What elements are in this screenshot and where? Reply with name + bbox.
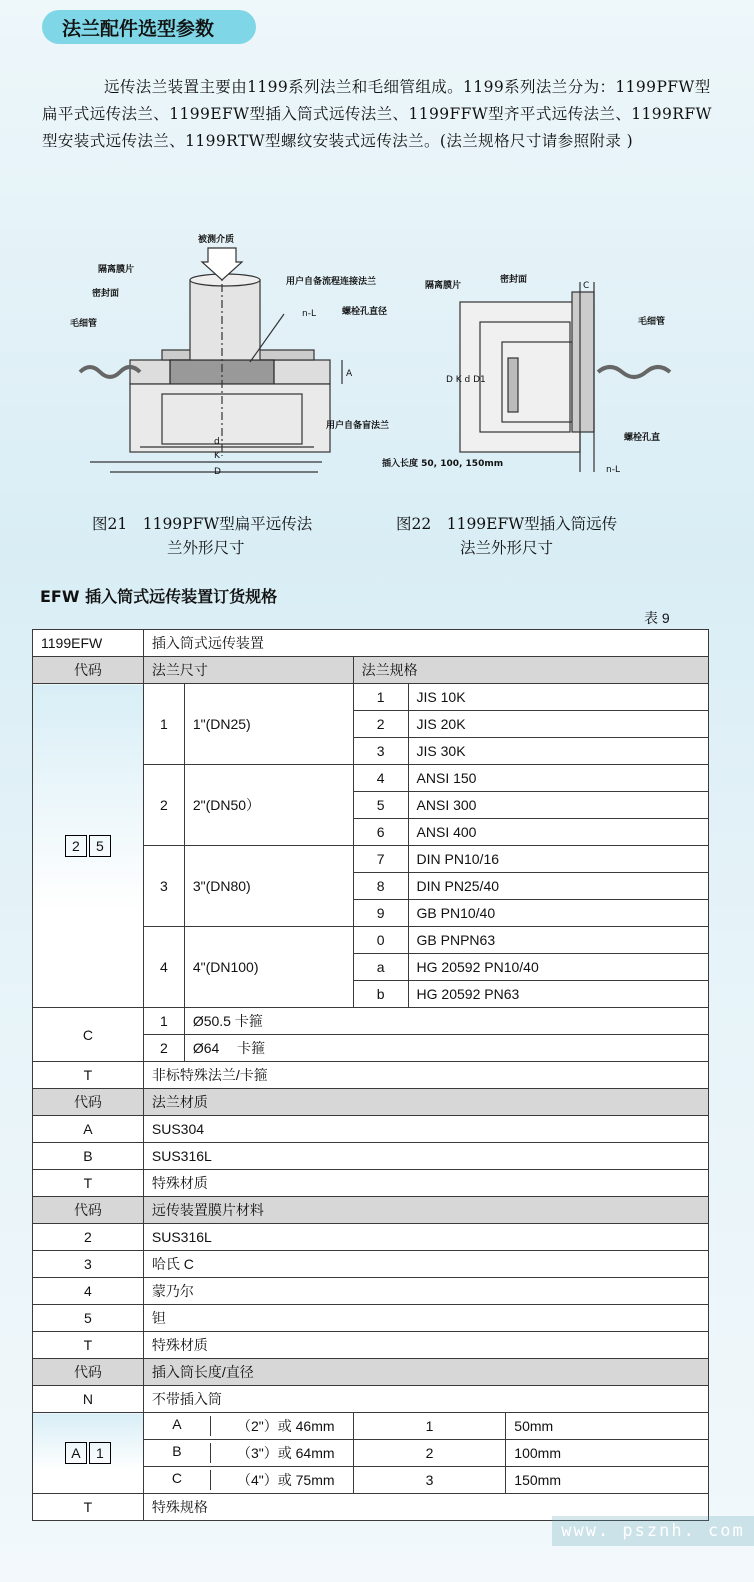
table-row: B （3"）或 64mm 2 100mm — [33, 1440, 709, 1467]
figure-22-drawing — [460, 282, 670, 472]
code-box: 1 — [89, 1442, 111, 1464]
table-row: 代码 法兰尺寸 法兰规格 — [33, 657, 709, 684]
code-box: A — [65, 1442, 87, 1464]
table-row: T 特殊材质 — [33, 1170, 709, 1197]
table-row: 1199EFW 插入筒式远传装置 — [33, 630, 709, 657]
table-row: 3 JIS 30K — [33, 738, 709, 765]
table-row: 4 蒙乃尔 — [33, 1278, 709, 1305]
fig21-blind: 用户自备盲法兰 — [326, 421, 390, 431]
page-title: 法兰配件选型参数 — [62, 17, 215, 40]
code-box: 5 — [89, 835, 111, 857]
table-row: 5 ANSI 300 — [33, 792, 709, 819]
fig21-k: K — [214, 451, 220, 461]
code-boxes-cell — [33, 684, 144, 1008]
section-title-pill — [42, 10, 256, 44]
fig21-caption-line1: 图21 1199PFW型扁平远传法 — [92, 515, 313, 533]
table-row: 6 ANSI 400 — [33, 819, 709, 846]
fig21-D: D — [214, 467, 221, 477]
fig22-nl: n-L — [606, 465, 620, 475]
intro-text: 远传法兰装置主要由1199系列法兰和毛细管组成。1199系列法兰分为：1199PFW型扁平式远传法兰、1199EFW型插入筒式远传法兰、1199FFW型齐平式远传法兰、1199RFW型安装式远传法兰、1199RTW型螺纹安装式远传法兰。(法兰规格尺寸请参照附录 ) — [42, 78, 712, 150]
table-number: 表 9 — [644, 610, 670, 626]
table-row: T 特殊材质 — [33, 1332, 709, 1359]
table-row: 代码 远传装置膜片材料 — [33, 1197, 709, 1224]
intro-paragraph — [42, 74, 714, 155]
table-row: 代码 法兰材质 — [33, 1089, 709, 1116]
fig22-dims: D K d D1 — [446, 375, 486, 385]
figure-21-caption — [92, 512, 312, 560]
table-row: 5 钽 — [33, 1305, 709, 1332]
table-row: N 不带插入筒 — [33, 1386, 709, 1413]
fig21-caption-line2: 兰外形尺寸 — [167, 539, 245, 557]
table-row: 2 Ø64 卡箍 — [33, 1035, 709, 1062]
insert-code-boxes — [33, 1413, 144, 1494]
table-row: 2 JIS 20K — [33, 711, 709, 738]
table-row: a HG 20592 PN10/40 — [33, 954, 709, 981]
table-row: 9 GB PN10/40 — [33, 900, 709, 927]
table-row: 3 3"(DN80) 7 DIN PN10/16 — [33, 846, 709, 873]
table-row: A 1 A （2"）或 46mm 1 50mm — [33, 1413, 709, 1440]
flange-drawings — [70, 222, 680, 486]
table-row: 3 哈氏 C — [33, 1251, 709, 1278]
table-row: C 1 Ø50.5 卡箍 — [33, 1008, 709, 1035]
watermark: www. psznh. com — [552, 1516, 754, 1546]
fig21-bolt: 螺栓孔直径 — [342, 307, 388, 317]
table-row: T 特殊规格 — [33, 1494, 709, 1521]
order-spec-title: EFW 插入筒式远传装置订货规格 — [40, 587, 278, 606]
table-row: 代码 插入筒长度/直径 — [33, 1359, 709, 1386]
fig22-diaphragm: 隔离膜片 — [425, 281, 462, 291]
fig21-seal: 密封面 — [92, 289, 120, 299]
fig22-caption-line2: 法兰外形尺寸 — [460, 539, 554, 557]
table-row: 2 SUS316L — [33, 1224, 709, 1251]
table-row: A SUS304 — [33, 1116, 709, 1143]
fig22-c: C — [583, 281, 590, 291]
fig21-d: d — [214, 437, 220, 447]
fig21-medium: 被测介质 — [198, 235, 235, 245]
table-row: T 非标特殊法兰/卡箍 — [33, 1062, 709, 1089]
fig22-insert-len: 插入长度 50, 100, 150mm — [382, 459, 504, 469]
fig22-caption-line1: 图22 1199EFW型插入筒远传 — [396, 515, 618, 533]
code-box: 2 — [65, 835, 87, 857]
fig22-bolt: 螺栓孔直 — [624, 433, 661, 443]
efw-spec-table — [32, 629, 709, 1521]
table-row: C （4"）或 75mm 3 150mm — [33, 1467, 709, 1494]
table-row: B SUS316L — [33, 1143, 709, 1170]
figure-22-caption — [396, 512, 617, 560]
fig21-user-flange: 用户自备流程连接法兰 — [286, 277, 377, 287]
fig22-capillary: 毛细管 — [638, 317, 666, 327]
fig21-capillary: 毛细管 — [70, 319, 98, 329]
table-row: 4 4"(DN100) 0 GB PNPN63 — [33, 927, 709, 954]
table-row: 2 2"(DN50） 4 ANSI 150 — [33, 765, 709, 792]
figures — [70, 222, 680, 486]
table-row: 8 DIN PN25/40 — [33, 873, 709, 900]
fig22-seal: 密封面 — [500, 275, 528, 285]
fig21-nl: n-L — [302, 309, 316, 319]
table-row: 2 5 1 1"(DN25) 1 JIS 10K — [33, 684, 709, 711]
fig21-diaphragm: 隔离膜片 — [98, 265, 135, 275]
fig21-a: A — [346, 369, 353, 379]
table-row: b HG 20592 PN63 — [33, 981, 709, 1008]
